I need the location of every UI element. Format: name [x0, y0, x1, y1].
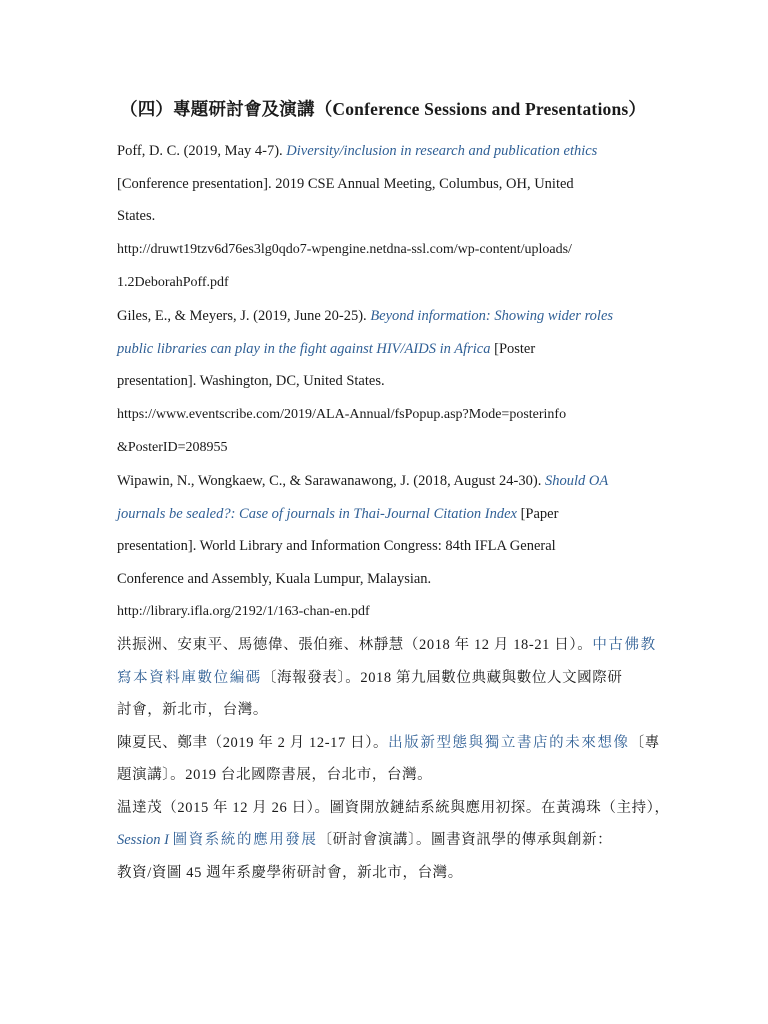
- reference-line: [117, 629, 662, 662]
- reference-title: journals be sealed?: Case of journals in Thai-Journal Citation Index: [117, 505, 517, 522]
- reference-title: Diversity/inclusion in research and publication ethics: [286, 143, 598, 159]
- reference-entry: [117, 300, 662, 465]
- reference-text: 〔海報發表〕。2018 第九屆數位典藏與數位人文國際研: [261, 669, 623, 686]
- reference-text: Poff, D. C. (2019, May 4-7).: [117, 143, 287, 159]
- reference-text: Conference and Assembly, Kuala Lumpur, Malaysian.: [117, 570, 432, 587]
- reference-line: [117, 465, 662, 498]
- reference-title: 出版新型態與獨立書店的未來想像: [388, 734, 630, 751]
- reference-title: Beyond information: Showing wider roles: [370, 307, 614, 324]
- reference-title: public libraries can play in the fight against HIV/AIDS in Africa: [117, 340, 491, 357]
- reference-entry: [117, 727, 662, 792]
- reference-entry: [117, 135, 662, 300]
- reference-url[interactable]: http://library.ifla.org/2192/1/163-chan-en.pdf: [117, 604, 370, 620]
- reference-line: [117, 333, 662, 366]
- reference-text: 〔研討會演講〕。圖書資訊學的傳承與創新：: [317, 832, 613, 849]
- reference-text: [Conference presentation]. 2019 CSE Annual Meeting, Columbus, OH, United: [117, 175, 574, 192]
- reference-line: [117, 727, 662, 760]
- reference-text: [Poster: [490, 340, 536, 357]
- reference-line: [117, 398, 662, 432]
- reference-entry: [117, 629, 662, 727]
- reference-text: presentation]. World Library and Information Congress: 84th IFLA General: [117, 538, 556, 555]
- reference-line: [117, 824, 662, 857]
- reference-text: presentation]. Washington, DC, United States.: [117, 373, 385, 390]
- reference-line: [117, 662, 662, 695]
- reference-text: 教資/資圖 45 週年系慶學術研討會，新北市，台灣。: [117, 865, 463, 882]
- reference-line: [117, 200, 662, 233]
- reference-text: Wipawin, N., Wongkaew, C., & Sarawanawong, J. (2018, August 24-30).: [117, 472, 545, 489]
- reference-text: 陳夏民、鄭聿（2019 年 2 月 12-17 日）。: [117, 734, 389, 751]
- reference-line: [117, 530, 662, 563]
- reference-line: [117, 300, 662, 333]
- reference-line: [117, 498, 662, 531]
- reference-line: [117, 759, 662, 792]
- reference-text: States.: [117, 208, 156, 225]
- reference-line: [117, 563, 662, 596]
- reference-line: [117, 266, 662, 300]
- reference-text: 〔專: [629, 734, 660, 751]
- reference-url[interactable]: https://www.eventscribe.com/2019/ALA-Annual/fsPopup.asp?Mode=posterinfo: [117, 406, 567, 422]
- reference-entry: [117, 465, 662, 629]
- reference-line: [117, 595, 662, 629]
- reference-text: Giles, E., & Meyers, J. (2019, June 20-25).: [117, 307, 371, 324]
- reference-text: 題演講〕。2019 台北國際書展，台北市，台灣。: [117, 767, 433, 784]
- reference-entry: [117, 792, 670, 890]
- reference-line: [117, 365, 662, 398]
- reference-text: 温達茂（2015 年 12 月 26 日）。圖資開放鏈結系統與應用初探。在黃鴻珠（主持），: [117, 799, 670, 816]
- reference-text: 洪振洲、安東平、馬德偉、張伯雍、林靜慧（2018 年 12 月 18-21 日）。: [117, 636, 593, 653]
- reference-title: Should OA: [544, 472, 609, 489]
- reference-line: [117, 792, 670, 825]
- reference-line: [117, 233, 662, 267]
- reference-line: [117, 857, 662, 890]
- section-heading: （四）專題研討會及演講（Conference Sessions and Presentations）: [120, 99, 647, 119]
- reference-text: [Paper: [516, 505, 559, 522]
- reference-title: 中古佛教: [592, 636, 657, 653]
- reference-line: [117, 135, 662, 168]
- reference-title: 圖資系統的應用發展: [172, 832, 318, 849]
- reference-text: 討會，新北市，台灣。: [117, 702, 268, 719]
- reference-url[interactable]: http://druwt19tzv6d76es3lg0qdo7-wpengine.netdna-ssl.com/wp-content/uploads/: [117, 241, 572, 257]
- reference-url[interactable]: &PosterID=208955: [117, 440, 228, 456]
- reference-line: [117, 431, 662, 465]
- reference-line: [117, 694, 662, 727]
- reference-title: 寫本資料庫數位編碼: [117, 669, 262, 686]
- reference-list: [117, 135, 670, 890]
- reference-title: Session I: [117, 832, 173, 849]
- reference-url[interactable]: 1.2DeborahPoff.pdf: [117, 275, 229, 291]
- reference-line: [117, 168, 662, 201]
